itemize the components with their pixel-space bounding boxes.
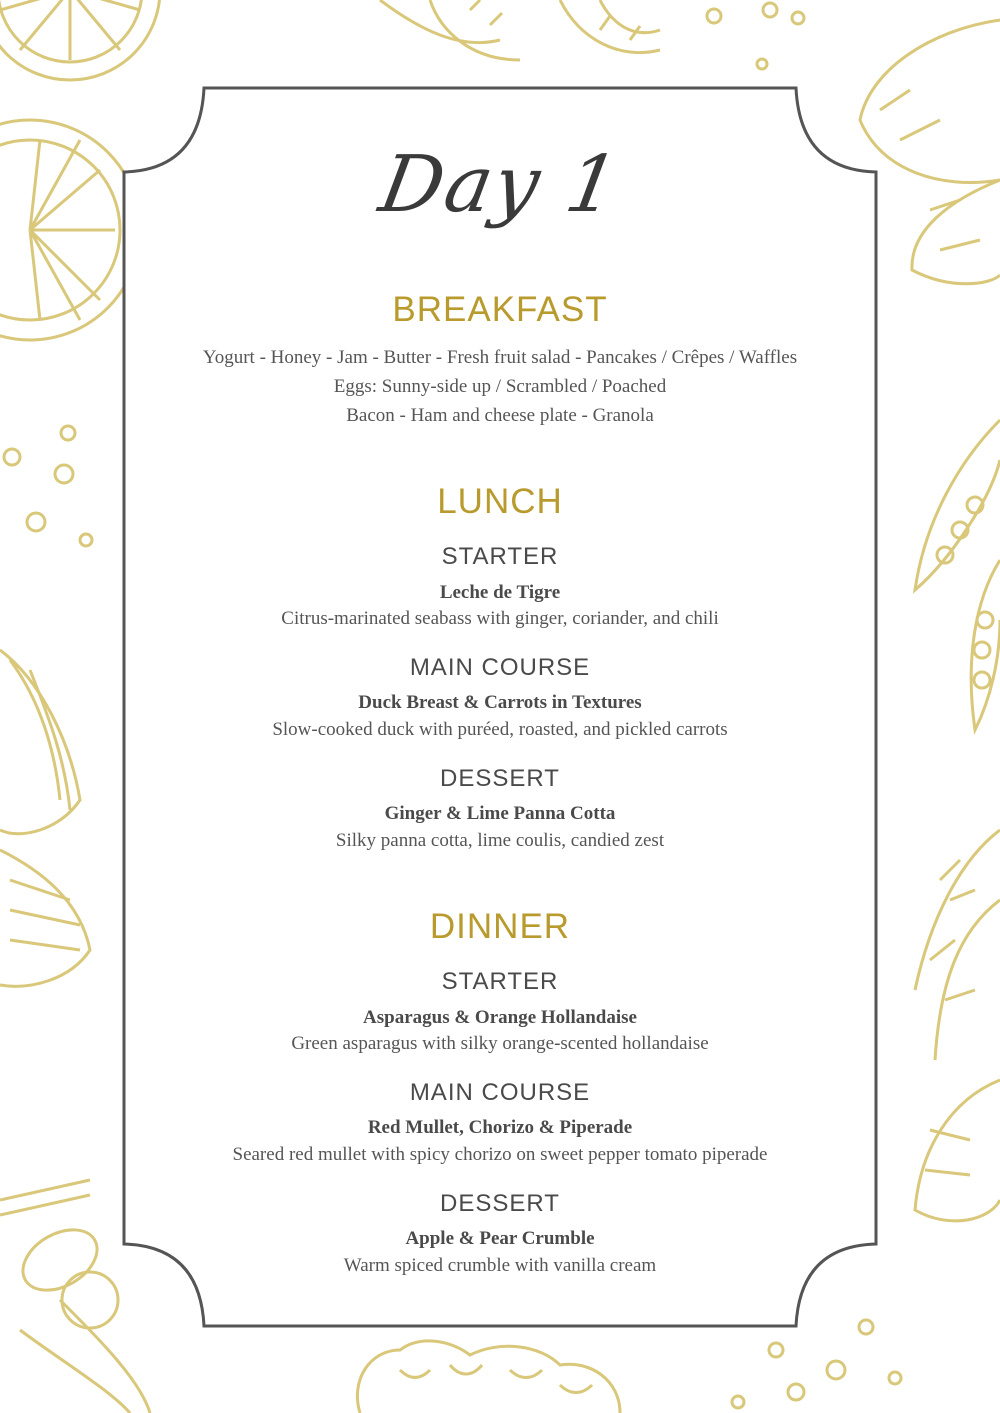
- breakfast-heading: BREAKFAST: [392, 290, 608, 329]
- lunch-main-dish: Duck Breast & Carrots in Textures: [358, 692, 642, 713]
- dinner-starter-description: Green asparagus with silky orange-scented hollandaise: [291, 1033, 709, 1054]
- lunch-starter-description: Citrus-marinated seabass with ginger, coriander, and chili: [281, 608, 719, 629]
- dinner-starter-label: STARTER: [441, 968, 559, 995]
- lunch-starter-label: STARTER: [441, 543, 559, 570]
- dinner-dessert-description: Warm spiced crumble with vanilla cream: [343, 1255, 657, 1276]
- dinner-heading: DINNER: [429, 907, 571, 946]
- lunch-dessert-dish: Ginger & Lime Panna Cotta: [384, 803, 616, 824]
- day-title: Day 1: [373, 140, 627, 230]
- lunch-main-description: Slow-cooked duck with puréed, roasted, and pickled carrots: [272, 719, 728, 740]
- dinner-dessert-label: DESSERT: [440, 1190, 560, 1217]
- breakfast-line: Eggs: Sunny-side up / Scrambled / Poached: [333, 376, 667, 397]
- dinner-dessert-dish: Apple & Pear Crumble: [405, 1228, 595, 1249]
- lunch-main-label: MAIN COURSE: [409, 654, 591, 681]
- menu-content: [124, 88, 876, 1326]
- lunch-starter-dish: Leche de Tigre: [439, 582, 561, 603]
- lunch-dessert-label: DESSERT: [440, 765, 560, 792]
- dinner-main-description: Seared red mullet with spicy chorizo on sweet pepper tomato piperade: [232, 1144, 768, 1165]
- lunch-heading: LUNCH: [437, 482, 563, 521]
- dinner-starter-dish: Asparagus & Orange Hollandaise: [363, 1007, 637, 1028]
- breakfast-line: Bacon - Ham and cheese plate - Granola: [346, 405, 654, 426]
- lunch-dessert-description: Silky panna cotta, lime coulis, candied zest: [335, 830, 665, 851]
- dinner-main-label: MAIN COURSE: [409, 1079, 591, 1106]
- dinner-main-dish: Red Mullet, Chorizo & Piperade: [367, 1117, 633, 1138]
- breakfast-line: Yogurt - Honey - Jam - Butter - Fresh fruit salad - Pancakes / Crêpes / Waffles: [202, 347, 798, 368]
